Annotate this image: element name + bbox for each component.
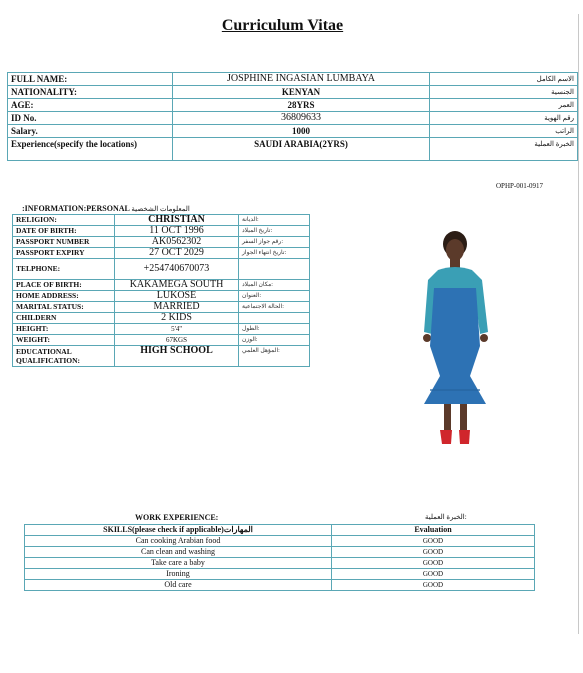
work-experience-heading: WORK EXPERIENCE: xyxy=(135,513,219,522)
label: WEIGHT: xyxy=(13,335,115,346)
arabic-label: الجنسية xyxy=(430,86,578,99)
arabic-label xyxy=(239,313,310,324)
arabic-label: رقم جواز السفر: xyxy=(239,237,310,248)
work-experience-heading-ar: الخبرة العملية: xyxy=(425,513,467,521)
value: 5'4'' xyxy=(115,324,239,335)
arabic-label: الحالة الاجتماعية: xyxy=(239,302,310,313)
evaluation: GOOD xyxy=(332,547,535,558)
row-age xyxy=(8,99,578,112)
skills-header-row xyxy=(25,525,535,536)
label: HOME ADDRESS: xyxy=(13,291,115,302)
evaluation: GOOD xyxy=(332,569,535,580)
row-religion xyxy=(13,215,310,226)
label: DATE OF BIRTH: xyxy=(13,226,115,237)
row-salary xyxy=(8,125,578,138)
basic-info-table xyxy=(7,72,578,161)
skill-row xyxy=(25,547,535,558)
row-passport-number xyxy=(13,237,310,248)
right-hand xyxy=(480,334,488,342)
skill-row xyxy=(25,536,535,547)
row-full-name xyxy=(8,73,578,86)
skill: Ironing xyxy=(25,569,332,580)
label: MARITAL STATUS: xyxy=(13,302,115,313)
arabic-label: المؤهل العلمي: xyxy=(239,346,310,367)
arabic-label: الطول: xyxy=(239,324,310,335)
value: SAUDI ARABIA(2YRS) xyxy=(173,138,430,161)
document-title: Curriculum Vitae xyxy=(221,17,344,34)
arabic-label: تاريخ انتهاء الجواز: xyxy=(239,248,310,259)
arabic-label: العمر xyxy=(430,99,578,112)
left-shoe xyxy=(440,430,452,444)
personal-info-heading xyxy=(22,204,190,213)
row-dob xyxy=(13,226,310,237)
value: 28YRS xyxy=(173,99,430,112)
candidate-photo xyxy=(410,226,500,462)
value: 67KGS xyxy=(115,335,239,346)
row-weight xyxy=(13,335,310,346)
face xyxy=(446,239,464,261)
label: AGE: xyxy=(8,99,173,112)
label: PLACE OF BIRTH: xyxy=(13,280,115,291)
label: TELPHONE: xyxy=(13,259,115,280)
value: HIGH SCHOOL xyxy=(115,346,239,367)
value: 1000 xyxy=(173,125,430,138)
evaluation: GOOD xyxy=(332,536,535,547)
skills-header: SKILLS(please check if applicable)المهارات xyxy=(25,525,332,536)
lace-top xyxy=(434,267,476,290)
label: CHILDERN xyxy=(13,313,115,324)
row-marital-status xyxy=(13,302,310,313)
arabic-label: الخبرة العملية xyxy=(430,138,578,161)
arabic-label: تاريخ الميلاد: xyxy=(239,226,310,237)
label: EDUCATIONAL QUALIFICATION: xyxy=(13,346,115,367)
label: ID No. xyxy=(8,112,173,125)
value: LUKOSE xyxy=(115,291,239,302)
evaluation: GOOD xyxy=(332,558,535,569)
row-nationality xyxy=(8,86,578,99)
label: FULL NAME: xyxy=(8,73,173,86)
heading-en: :INFORMATION:PERSONAL xyxy=(22,204,130,213)
personal-info-table xyxy=(12,214,310,367)
row-id-no xyxy=(8,112,578,125)
skill-row xyxy=(25,558,535,569)
left-hand xyxy=(423,334,431,342)
skills-table xyxy=(24,524,535,591)
left-leg xyxy=(444,404,451,432)
arabic-label: الراتب xyxy=(430,125,578,138)
value: 27 OCT 2029 xyxy=(115,248,239,259)
dress-body xyxy=(430,288,480,376)
heading-ar: المعلومات الشخصية xyxy=(131,205,190,213)
label: NATIONALITY: xyxy=(8,86,173,99)
value: KAKAMEGA SOUTH xyxy=(115,280,239,291)
row-education xyxy=(13,346,310,367)
arabic-label: الديانة: xyxy=(239,215,310,226)
row-home-address xyxy=(13,291,310,302)
value: 2 KIDS xyxy=(115,313,239,324)
label: PASSPORT NUMBER xyxy=(13,237,115,248)
arabic-label: رقم الهوية xyxy=(430,112,578,125)
value: MARRIED xyxy=(115,302,239,313)
skill: Old care xyxy=(25,580,332,591)
reference-number: OPHP-001-0917 xyxy=(496,182,544,190)
right-leg xyxy=(460,404,467,432)
row-passport-expiry xyxy=(13,248,310,259)
page-edge-divider xyxy=(578,14,579,634)
value: 36809633 xyxy=(173,112,430,125)
arabic-label: الاسم الكامل xyxy=(430,73,578,86)
row-children xyxy=(13,313,310,324)
value: 11 OCT 1996 xyxy=(115,226,239,237)
value: AK0562302 xyxy=(115,237,239,248)
right-shoe xyxy=(459,430,470,444)
label: PASSPORT EXPIRY xyxy=(13,248,115,259)
arabic-label: مكان الميلاد: xyxy=(239,280,310,291)
skill: Can cooking Arabian food xyxy=(25,536,332,547)
evaluation-header: Evaluation xyxy=(332,525,535,536)
skill: Take care a baby xyxy=(25,558,332,569)
value: KENYAN xyxy=(173,86,430,99)
label: Salary. xyxy=(8,125,173,138)
value: CHRISTIAN xyxy=(115,215,239,226)
row-telephone xyxy=(13,259,310,280)
evaluation: GOOD xyxy=(332,580,535,591)
row-height xyxy=(13,324,310,335)
arabic-label xyxy=(239,259,310,280)
row-place-of-birth xyxy=(13,280,310,291)
label: HEIGHT: xyxy=(13,324,115,335)
label: Experience(specify the locations) xyxy=(8,138,173,161)
skill: Can clean and washing xyxy=(25,547,332,558)
skill-row xyxy=(25,569,535,580)
value: +254740670073 xyxy=(115,259,239,280)
label: RELIGION: xyxy=(13,215,115,226)
skill-row xyxy=(25,580,535,591)
row-experience xyxy=(8,138,578,161)
value: JOSPHINE INGASIAN LUMBAYA xyxy=(173,73,430,86)
arabic-label: العنوان: xyxy=(239,291,310,302)
arabic-label: الوزن: xyxy=(239,335,310,346)
